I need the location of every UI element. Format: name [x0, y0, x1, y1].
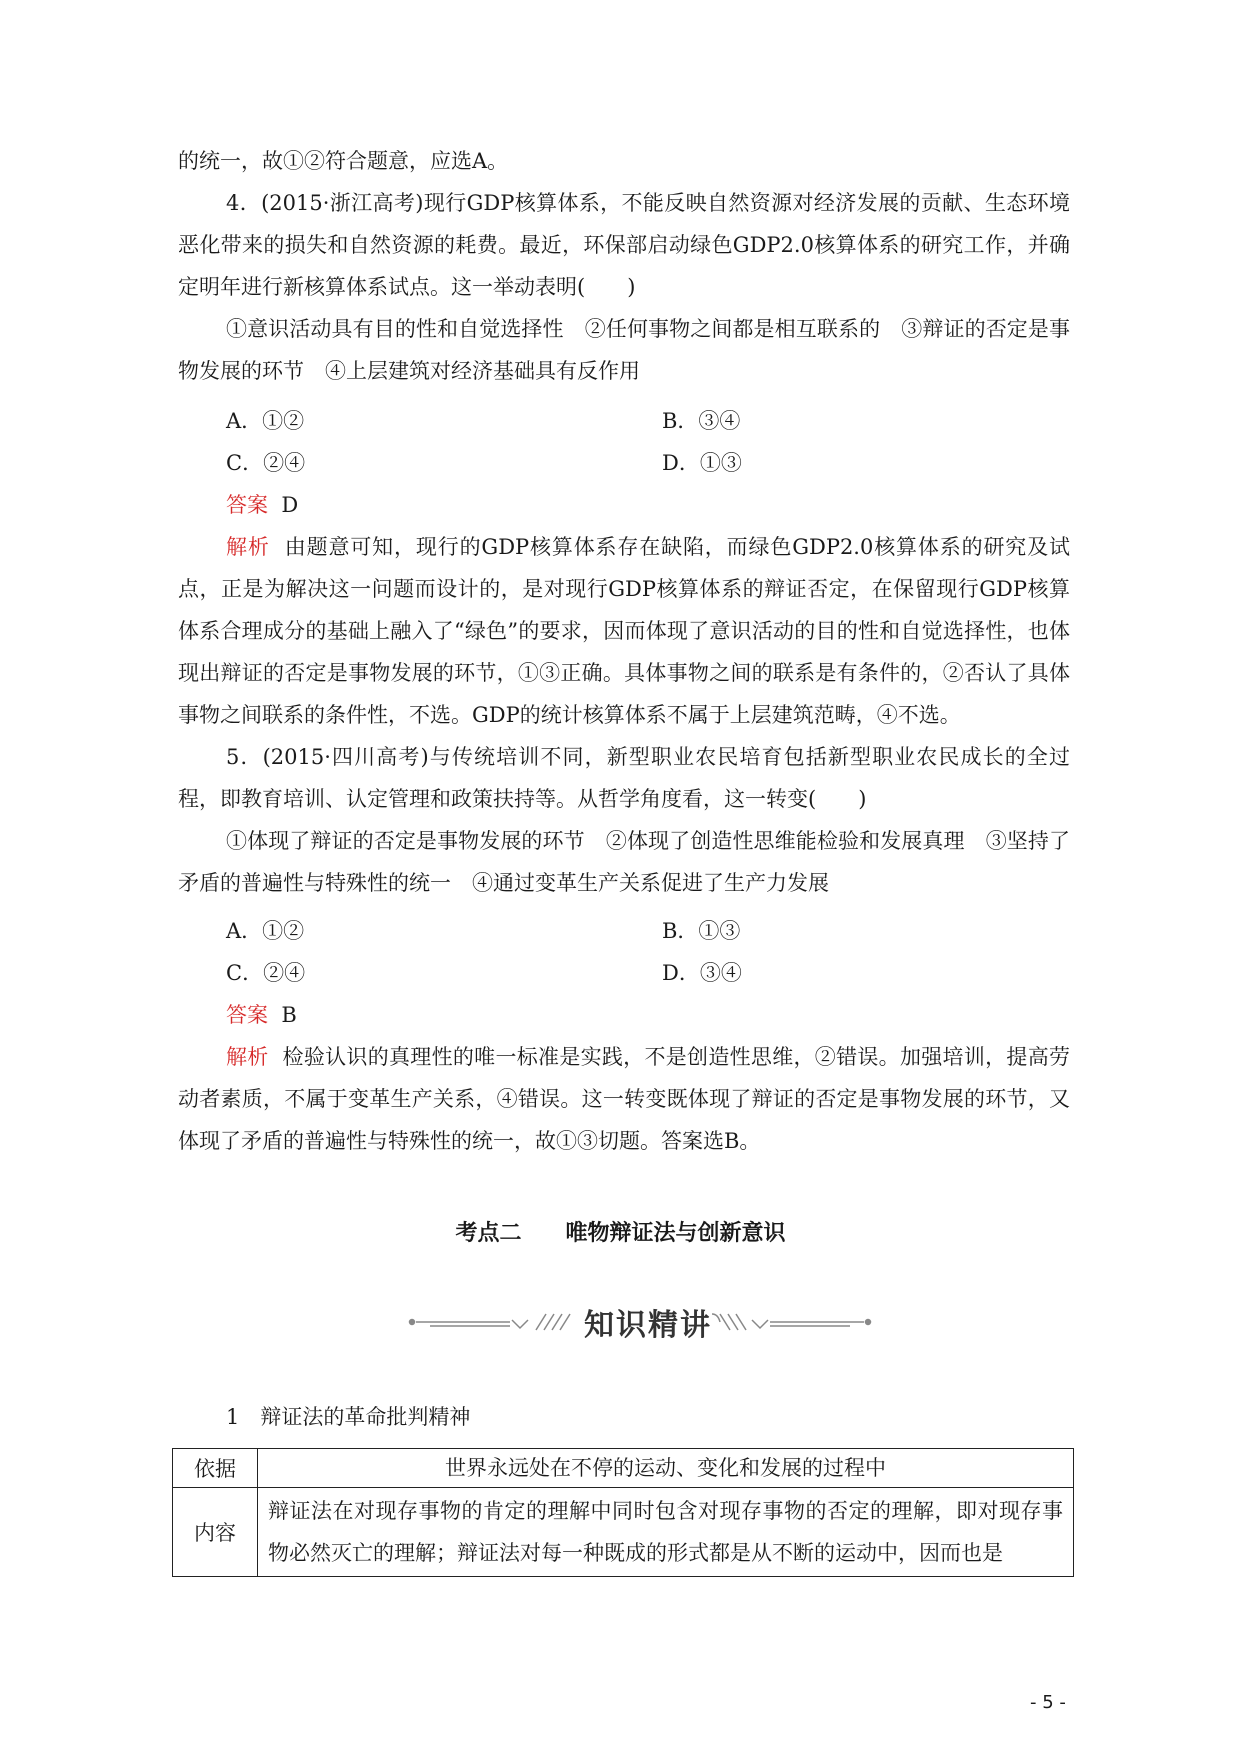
analysis-text: 检验认识的真理性的唯一标准是实践，不是创造性思维，②错误。加强培训，提高劳动者素质，不属于变革生产关系，④错误。这一转变既体现了辩证的否定是事物发展的环节，又体现了矛盾的普遍性与特殊性的统一，故①③切题。答案选B。: [178, 1045, 1071, 1153]
analysis-label: 解析: [226, 535, 270, 559]
q4-option-c: C．②④: [226, 451, 306, 475]
answer-label: 答案: [226, 1003, 268, 1027]
answer-value: D: [281, 493, 299, 517]
section-title: 考点二 唯物辩证法与创新意识: [455, 1221, 786, 1246]
knowledge-banner: [400, 1296, 880, 1346]
q4-answer: [226, 490, 298, 520]
q4-option-b: B．③④: [662, 409, 741, 433]
q5-option-d: D．③④: [662, 961, 742, 985]
answer-value: B: [281, 1003, 297, 1027]
question-4-stem: 4．(2015·浙江高考)现行GDP核算体系，不能反映自然资源对经济发展的贡献、生态环境恶化带来的损失和自然资源的耗费。最近，环保部启动绿色GDP2.0核算体系的研究工作，并确定明年进行新核算体系试点。这一举动表明( ): [178, 191, 1070, 299]
q4-option-d: D．①③: [662, 451, 742, 475]
question-5-stem: 5．(2015·四川高考)与传统培训不同，新型职业农民培育包括新型职业农民成长的全过程，即教育培训、认定管理和政策扶持等。从哲学角度看，这一转变( ): [178, 745, 1070, 811]
question-4-items: ①意识活动具有目的性和自觉选择性 ②任何事物之间都是相互联系的 ③辩证的否定是事物发展的环节 ④上层建筑对经济基础具有反作用: [178, 317, 1070, 383]
q5-answer: [226, 1000, 297, 1030]
table-row-label: 依据: [173, 1449, 258, 1488]
page-number: - 5 -: [1030, 1692, 1066, 1713]
table-row-label: 内容: [173, 1488, 258, 1577]
q5-option-b: B．①③: [662, 919, 741, 943]
analysis-label: 解析: [226, 1045, 269, 1069]
banner-title: 知识精讲: [584, 1308, 712, 1343]
q4-analysis: [178, 526, 1070, 736]
q5-option-a: A．①②: [226, 919, 305, 943]
table-row: [173, 1449, 1074, 1488]
table-row-content: 辩证法在对现存事物的肯定的理解中同时包含对现存事物的否定的理解，即对现存事物必然灭亡的理解；辩证法对每一种既成的形式都是从不断的运动中，因而也是: [258, 1488, 1074, 1577]
table-row: [173, 1488, 1074, 1577]
dialectics-table: [172, 1448, 1074, 1577]
subsection-heading: 1 辩证法的革命批判精神: [226, 1405, 471, 1429]
answer-label: 答案: [226, 493, 268, 517]
continuation-line: 的统一，故①②符合题意，应选A。: [178, 149, 509, 173]
table-row-content: 世界永远处在不停的运动、变化和发展的过程中: [258, 1449, 1074, 1488]
question-5-items: ①体现了辩证的否定是事物发展的环节 ②体现了创造性思维能检验和发展真理 ③坚持了矛盾的普遍性与特殊性的统一 ④通过变革生产关系促进了生产力发展: [178, 829, 1070, 895]
q4-option-a: A．①②: [226, 409, 305, 433]
q5-analysis: [178, 1036, 1070, 1162]
analysis-text: 由题意可知，现行的GDP核算体系存在缺陷，而绿色GDP2.0核算体系的研究及试点，正是为解决这一问题而设计的，是对现行GDP核算体系的辩证否定，在保留现行GDP核算体系合理成分的基础上融入了“绿色”的要求，因而体现了意识活动的目的性和自觉选择性，也体现出辩证的否定是事物发展的环节，①③正确。具体事物之间的联系是有条件的，②否认了具体事物之间联系的条件性，不选。GDP的统计核算体系不属于上层建筑范畴，④不选。: [178, 535, 1070, 727]
q5-option-c: C．②④: [226, 961, 306, 985]
